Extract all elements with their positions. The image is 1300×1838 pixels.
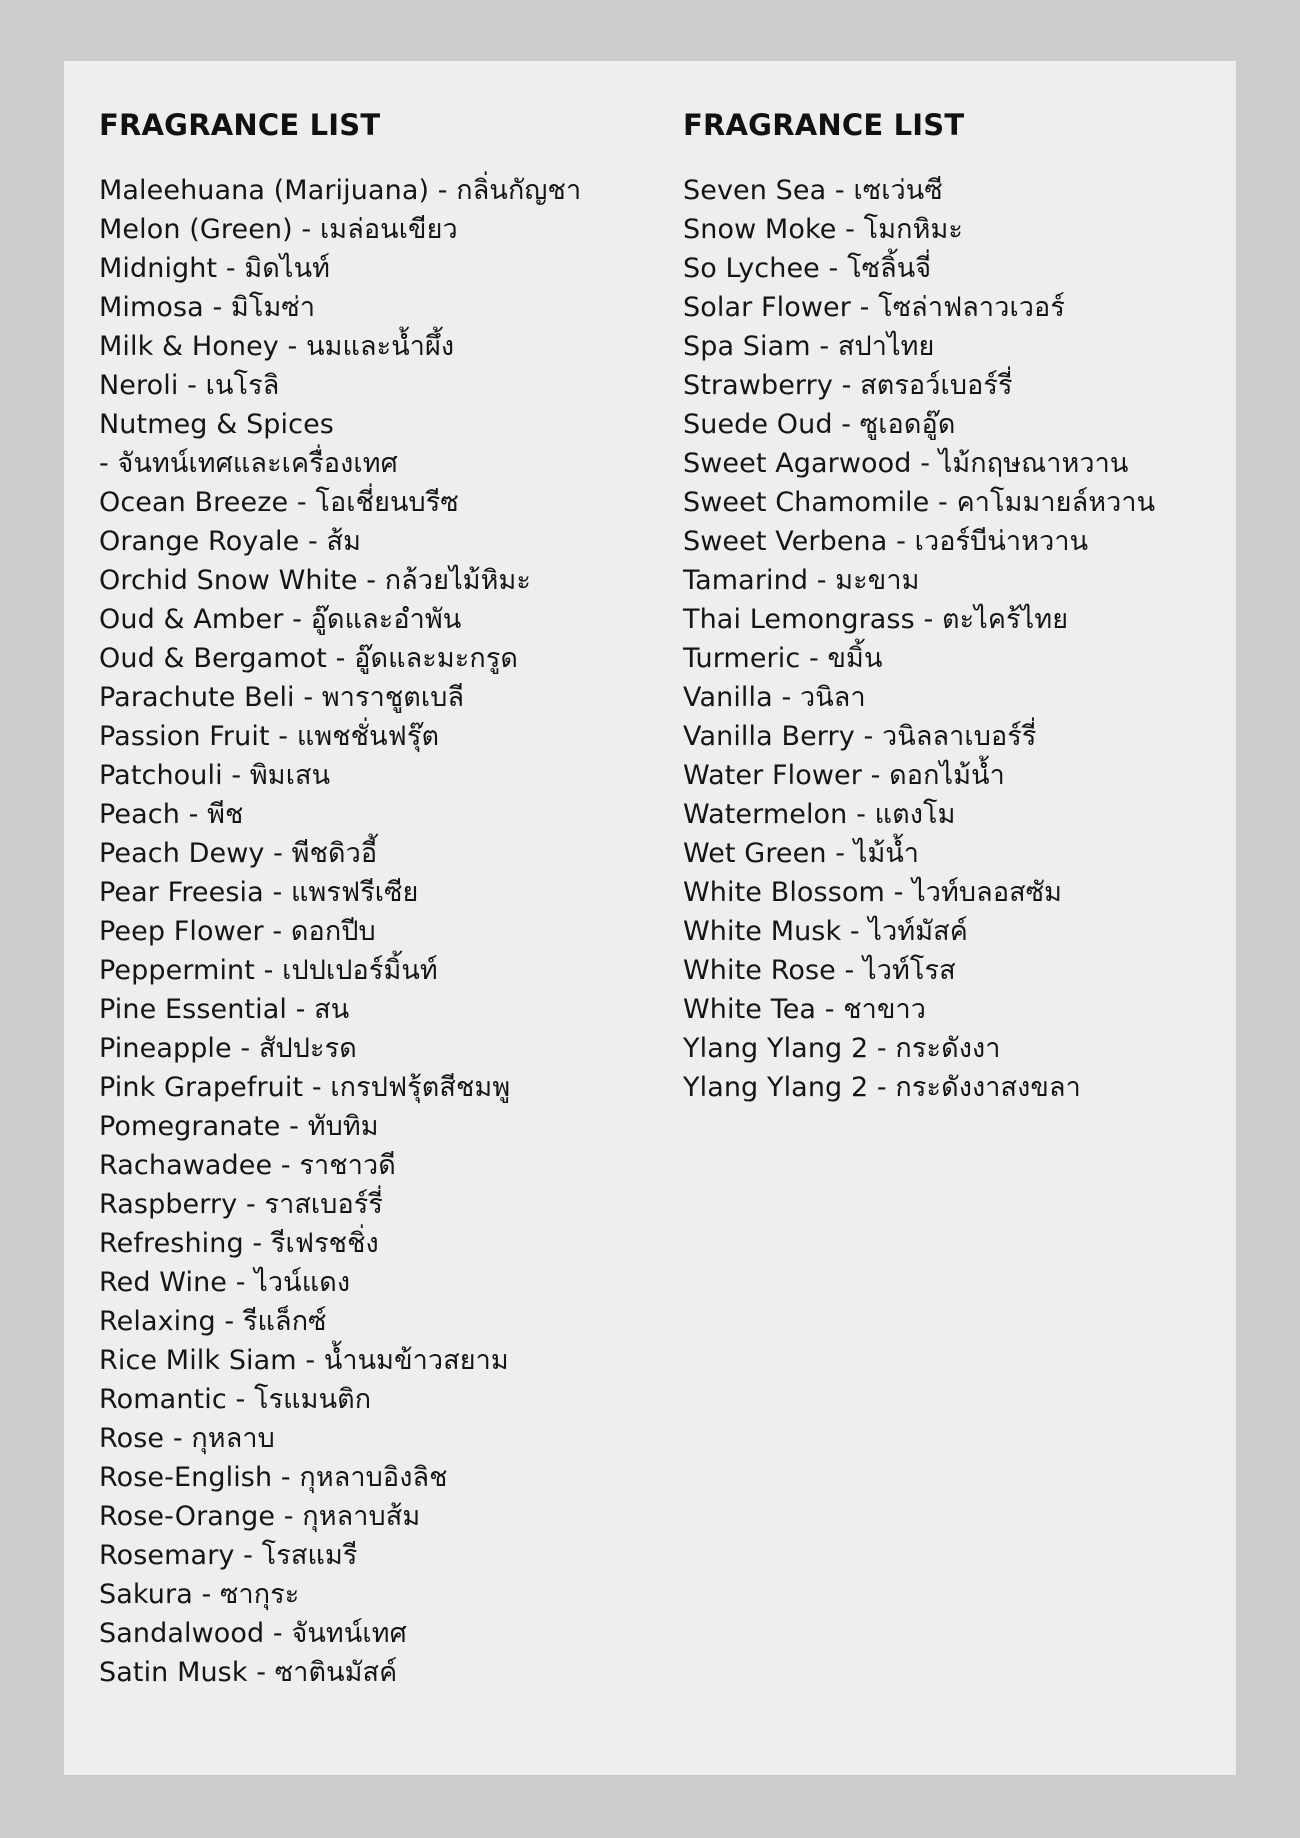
fragrance-item: Mimosa - มิโมซ่า	[99, 292, 316, 323]
fragrance-item: Relaxing - รีแล็กซ์	[99, 1306, 327, 1337]
fragrance-item: Parachute Beli - พาราชูตเบลี	[99, 682, 465, 713]
fragrance-item: Ylang Ylang 2 - กระดังงาสงขลา	[683, 1072, 1081, 1103]
fragrance-item: Rose-English - กุหลาบอิงลิช	[99, 1462, 448, 1493]
fragrance-item: Pear Freesia - แพรฟรีเซีย	[99, 877, 419, 908]
fragrance-item: Red Wine - ไวน์แดง	[99, 1267, 351, 1298]
fragrance-item: Sandalwood - จันทน์เทศ	[99, 1618, 407, 1649]
fragrance-item: Peppermint - เปปเปอร์มิ้นท์	[99, 955, 438, 986]
fragrance-list-left	[99, 171, 659, 1692]
fragrance-item: Strawberry - สตรอว์เบอร์รี่	[683, 370, 1013, 401]
fragrance-item: Peep Flower - ดอกปีบ	[99, 916, 376, 947]
fragrance-item: Vanilla Berry - วนิลลาเบอร์รี่	[683, 721, 1037, 752]
fragrance-item: Spa Siam - สปาไทย	[683, 331, 935, 362]
fragrance-item: Oud & Bergamot - อู๊ดและมะกรูด	[99, 643, 519, 674]
fragrance-item: Maleehuana (Marijuana) - กลิ่นกัญชา	[99, 175, 582, 206]
fragrance-item: Rose-Orange - กุหลาบส้ม	[99, 1501, 421, 1532]
fragrance-item: Passion Fruit - แพชชั่นฟรุ๊ต	[99, 721, 440, 752]
column-heading: FRAGRANCE LIST	[683, 108, 965, 142]
fragrance-item: Thai Lemongrass - ตะไคร้ไทย	[683, 604, 1069, 635]
fragrance-item: Rose - กุหลาบ	[99, 1423, 275, 1454]
fragrance-item: Suede Oud - ซูเอดอู๊ด	[683, 409, 956, 440]
fragrance-item: White Tea - ชาขาว	[683, 994, 927, 1025]
fragrance-list-right	[683, 171, 1243, 1107]
fragrance-item: Rosemary - โรสแมรี	[99, 1540, 358, 1571]
fragrance-item: Neroli - เนโรลิ	[99, 370, 280, 401]
fragrance-item: Romantic - โรแมนติก	[99, 1384, 372, 1415]
fragrance-item: Peach Dewy - พีชดิวอี้	[99, 838, 378, 869]
fragrance-item: White Blossom - ไวท์บลอสซัม	[683, 877, 1063, 908]
fragrance-item: Wet Green - ไม้น้ำ	[683, 838, 920, 869]
fragrance-item: Sweet Chamomile - คาโมมายล์หวาน	[683, 487, 1156, 518]
fragrance-item: Patchouli - พิมเสน	[99, 760, 331, 791]
fragrance-column-right	[683, 105, 1243, 1107]
document-sheet	[64, 61, 1236, 1775]
fragrance-item: Nutmeg & Spices	[99, 409, 334, 440]
fragrance-item: Pink Grapefruit - เกรปฟรุ้ตสีชมพู	[99, 1072, 511, 1103]
fragrance-item: Orchid Snow White - กล้วยไม้หิมะ	[99, 565, 532, 596]
fragrance-item: Peach - พีช	[99, 799, 244, 830]
fragrance-item: White Musk - ไวท์มัสค์	[683, 916, 968, 947]
fragrance-item: Melon (Green) - เมล่อนเขียว	[99, 214, 458, 245]
fragrance-item: Solar Flower - โซล่าฟลาวเวอร์	[683, 292, 1065, 323]
fragrance-item: Sweet Verbena - เวอร์บีน่าหวาน	[683, 526, 1089, 557]
fragrance-item: Rachawadee - ราชาวดี	[99, 1150, 396, 1181]
fragrance-item: So Lychee - โซลิ้นจี่	[683, 253, 932, 284]
fragrance-item: Satin Musk - ซาตินมัสค์	[99, 1657, 398, 1688]
fragrance-item: Oud & Amber - อู๊ดและอำพัน	[99, 604, 462, 635]
fragrance-item: Turmeric - ขมิ้น	[683, 643, 883, 674]
fragrance-column-left	[99, 105, 659, 1692]
fragrance-item: Sakura - ซากุระ	[99, 1579, 300, 1610]
fragrance-item: Pineapple - สัปปะรด	[99, 1033, 357, 1064]
fragrance-item: Watermelon - แตงโม	[683, 799, 956, 830]
fragrance-item: Pomegranate - ทับทิม	[99, 1111, 379, 1142]
fragrance-item: Seven Sea - เซเว่นซี	[683, 175, 943, 206]
fragrance-item: Snow Moke - โมกหิมะ	[683, 214, 963, 245]
fragrance-item: White Rose - ไวท์โรส	[683, 955, 956, 986]
fragrance-item: Vanilla - วนิลา	[683, 682, 866, 713]
fragrance-item: Water Flower - ดอกไม้น้ำ	[683, 760, 1005, 791]
fragrance-item: Midnight - มิดไนท์	[99, 253, 331, 284]
fragrance-item: Milk & Honey - นมและน้ำผึ้ง	[99, 331, 455, 362]
fragrance-item: Tamarind - มะขาม	[683, 565, 920, 596]
fragrance-item: Refreshing - รีเฟรชชิ่ง	[99, 1228, 379, 1259]
fragrance-item: Raspberry - ราสเบอร์รี่	[99, 1189, 384, 1220]
fragrance-item: - จันทน์เทศและเครื่องเทศ	[99, 448, 398, 479]
fragrance-item: Ylang Ylang 2 - กระดังงา	[683, 1033, 1001, 1064]
fragrance-item: Ocean Breeze - โอเชี่ยนบรีซ	[99, 487, 459, 518]
fragrance-item: Orange Royale - ส้ม	[99, 526, 362, 557]
fragrance-item: Sweet Agarwood - ไม้กฤษณาหวาน	[683, 448, 1129, 479]
fragrance-item: Pine Essential - สน	[99, 994, 350, 1025]
column-heading: FRAGRANCE LIST	[99, 108, 381, 142]
fragrance-item: Rice Milk Siam - น้ำนมข้าวสยาม	[99, 1345, 509, 1376]
